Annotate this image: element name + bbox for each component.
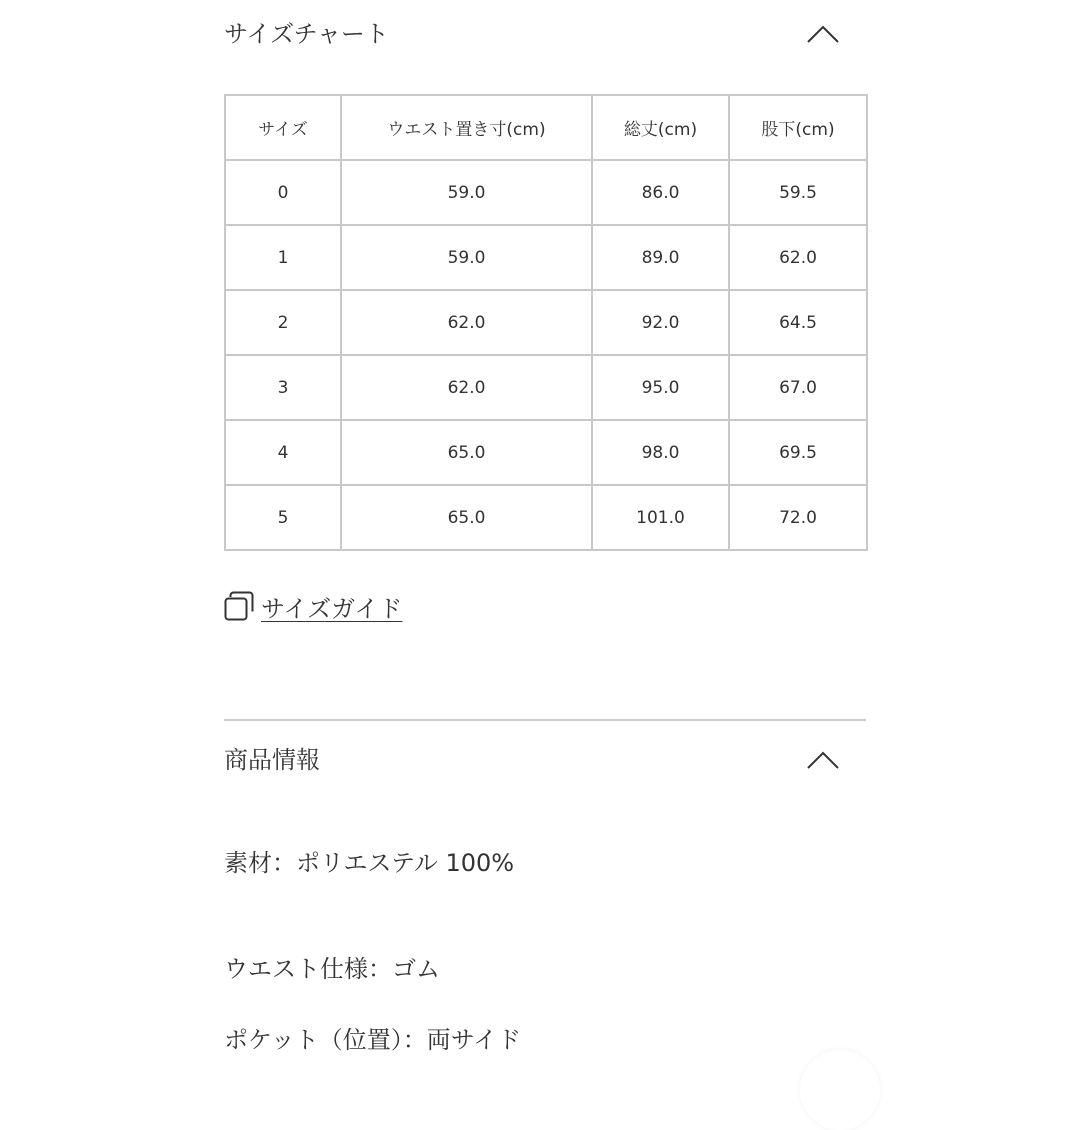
table-cell: 62.0 xyxy=(341,290,592,355)
table-cell: 59.0 xyxy=(341,225,592,290)
table-cell: 92.0 xyxy=(592,290,729,355)
size-chart-header[interactable] xyxy=(224,14,866,54)
table-cell: 64.5 xyxy=(729,290,867,355)
table-cell: 4 xyxy=(225,420,341,485)
table-cell: 0 xyxy=(225,160,341,225)
table-cell: 65.0 xyxy=(341,420,592,485)
table-cell: 2 xyxy=(225,290,341,355)
size-guide-label[interactable]: サイズガイド xyxy=(261,594,403,623)
table-row xyxy=(225,420,867,485)
floating-button-edge[interactable] xyxy=(800,1050,880,1130)
column-header-size: サイズ xyxy=(225,95,341,160)
table-cell: 101.0 xyxy=(592,485,729,550)
table-row xyxy=(225,160,867,225)
copy-window-icon xyxy=(224,591,254,621)
size-chart-title: サイズチャート xyxy=(224,20,389,48)
column-header-length: 総丈(cm) xyxy=(592,95,729,160)
chevron-up-icon[interactable] xyxy=(806,22,840,44)
pocket-info: ポケット（位置）：両サイド xyxy=(224,1026,522,1054)
table-cell: 62.0 xyxy=(341,355,592,420)
size-guide-link[interactable] xyxy=(224,588,402,624)
table-cell: 3 xyxy=(225,355,341,420)
product-info-header[interactable] xyxy=(224,740,866,780)
table-cell: 69.5 xyxy=(729,420,867,485)
material-info: 素材：ポリエステル 100% xyxy=(224,849,515,877)
waist-spec-info: ウエスト仕様：ゴム xyxy=(224,955,440,983)
size-chart-table xyxy=(224,94,868,551)
column-header-inseam: 股下(cm) xyxy=(729,95,867,160)
section-divider xyxy=(224,719,866,721)
table-cell: 5 xyxy=(225,485,341,550)
table-row xyxy=(225,225,867,290)
table-cell: 67.0 xyxy=(729,355,867,420)
table-row xyxy=(225,290,867,355)
table-cell: 1 xyxy=(225,225,341,290)
table-cell: 86.0 xyxy=(592,160,729,225)
table-row xyxy=(225,355,867,420)
table-cell: 95.0 xyxy=(592,355,729,420)
table-cell: 98.0 xyxy=(592,420,729,485)
table-cell: 72.0 xyxy=(729,485,867,550)
table-cell: 62.0 xyxy=(729,225,867,290)
table-cell: 65.0 xyxy=(341,485,592,550)
chevron-up-icon[interactable] xyxy=(806,748,840,770)
table-cell: 59.0 xyxy=(341,160,592,225)
table-cell: 89.0 xyxy=(592,225,729,290)
product-info-title: 商品情報 xyxy=(224,746,320,774)
table-row xyxy=(225,485,867,550)
column-header-waist: ウエスト置き寸(cm) xyxy=(341,95,592,160)
table-header-row xyxy=(225,95,867,160)
table-cell: 59.5 xyxy=(729,160,867,225)
